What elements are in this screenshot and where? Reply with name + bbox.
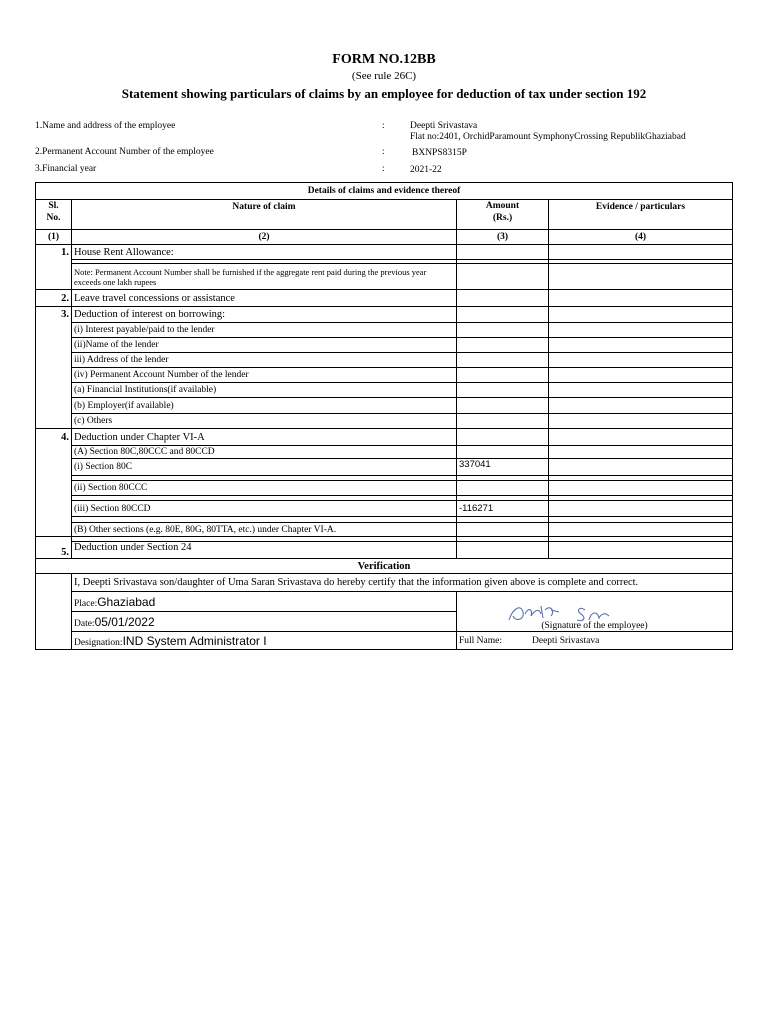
row-number: 4. (36, 429, 72, 446)
amount-cell (457, 245, 549, 260)
employee-name: Deepti Srivastava (410, 121, 478, 131)
colon: : (382, 121, 385, 131)
details-heading: Details of claims and evidence thereof (36, 183, 733, 200)
claim-via: Deduction under Chapter VI-A (72, 429, 457, 446)
col-num: (2) (72, 230, 457, 245)
amount-80ccd: -116271 (457, 501, 549, 517)
evidence-cell (549, 290, 733, 307)
signature-label: (Signature of the employee) (457, 612, 733, 632)
claims-table (35, 182, 733, 650)
place-value: Ghaziabad (97, 594, 156, 609)
form-rule: (See rule 26C) (351, 70, 417, 82)
designation-value: IND System Administrator I (122, 633, 267, 648)
section-a: (A) Section 80C,80CCC and 80CCD (72, 446, 457, 459)
employee-pan: BXNPS8315P (412, 148, 467, 158)
hra-note: Note: Permanent Account Number shall be furnished if the aggregate rent paid during the previous year exceeds one lakh rupees (72, 264, 457, 290)
signature-image (505, 598, 615, 628)
col-num: (3) (457, 230, 549, 245)
fy-label: 3.Financial year (35, 164, 97, 174)
col-header-amount: Amount (Rs.) (457, 200, 549, 230)
section-80ccc: (ii) Section 80CCC (72, 481, 457, 496)
claim-sec24: Deduction under Section 24 (72, 542, 457, 559)
verification-heading: Verification (36, 559, 733, 574)
name-label: 1.Name and address of the employee (35, 121, 176, 131)
lender-address: iii) Address of the lender (72, 353, 457, 368)
fullname-field: Full Name: Deepti Srivastava (457, 632, 733, 650)
evidence-cell (549, 264, 733, 290)
claim-hra: House Rent Allowance: (72, 245, 457, 260)
pan-label: 2.Permanent Account Number of the employee (35, 147, 214, 157)
place-field: Place:Ghaziabad (72, 592, 457, 612)
col-num: (1) (36, 230, 72, 245)
lender-name: (ii)Name of the lender (72, 338, 457, 353)
section-80c: (i) Section 80C (72, 459, 457, 476)
colon: : (382, 147, 385, 157)
fullname-value: Deepti Srivastava (532, 635, 600, 646)
section-b: (B) Other sections (e.g. 80E, 80G, 80TTA, etc.) under Chapter VI-A. (72, 523, 457, 537)
lender-pan: (iv) Permanent Account Number of the lender (72, 368, 457, 383)
evidence-cell (549, 245, 733, 260)
designation-field: Designation:IND System Administrator I (72, 632, 457, 650)
employer: (b) Employer(if available) (72, 398, 457, 414)
col-num: (4) (549, 230, 733, 245)
section-80ccd: (iii) Section 80CCD (72, 501, 457, 517)
col-header-evidence: Evidence / particulars (549, 200, 733, 230)
form-title: FORM NO.12BB (332, 52, 436, 67)
date-field: Date:05/01/2022 (72, 612, 457, 632)
row-number: 5. (36, 542, 72, 559)
interest-payable: (i) Interest payable/paid to the lender (72, 323, 457, 338)
row-number: 1. (36, 245, 72, 260)
date-value: 05/01/2022 (94, 614, 155, 629)
amount-cell (457, 290, 549, 307)
col-header-sl: Sl. No. (36, 200, 72, 230)
row-number: 3. (36, 307, 72, 323)
verification-statement: I, Deepti Srivastava son/daughter of Uma Saran Srivastava do hereby certify that the information given above is complete and correct. (72, 574, 733, 592)
employee-address: Flat no:2401, OrchidParamount SymphonyCrossing RepublikGhaziabad (410, 132, 686, 142)
claim-ltc: Leave travel concessions or assistance (72, 290, 457, 307)
financial-institutions: (a) Financial Institutions(if available) (72, 383, 457, 398)
financial-year: 2021-22 (410, 165, 442, 175)
amount-80c: 337041 (457, 459, 549, 476)
form-heading: Statement showing particulars of claims by an employee for deduction of tax under section 192 (121, 86, 647, 101)
colon: : (382, 164, 385, 174)
others: (c) Others (72, 414, 457, 429)
claim-interest: Deduction of interest on borrowing: (72, 307, 457, 323)
col-header-nature: Nature of claim (72, 200, 457, 230)
amount-cell (457, 264, 549, 290)
row-number: 2. (36, 290, 72, 307)
